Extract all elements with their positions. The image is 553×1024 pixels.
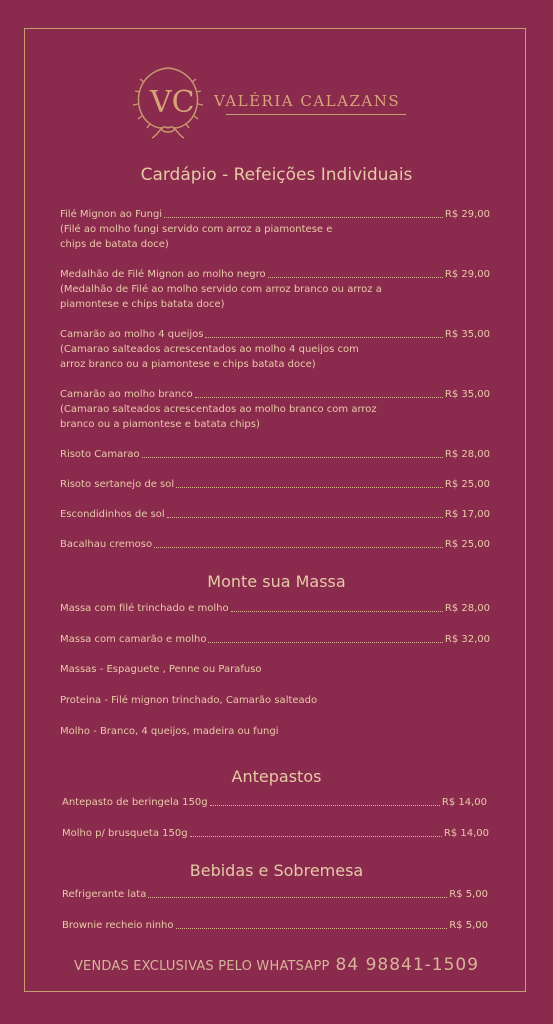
item-name: Massa com filé trinchado e molho xyxy=(60,603,229,614)
item-name: Bacalhau cremoso xyxy=(60,539,153,550)
item-price: R$ 32,00 xyxy=(444,634,490,645)
item-name: Brownie recheio ninho xyxy=(62,920,174,931)
item-price: R$ 5,00 xyxy=(449,920,488,931)
item-name: Filé Mignon ao Fungi xyxy=(60,209,163,220)
menu-item xyxy=(60,632,490,647)
item-name: Camarão ao molho 4 queijos xyxy=(60,329,204,340)
item-name: Escondidinhos de sol xyxy=(60,509,165,520)
item-price: R$ 35,00 xyxy=(444,329,490,340)
item-price: R$ 5,00 xyxy=(449,889,488,900)
item-price: R$ 29,00 xyxy=(444,209,490,220)
menu-item xyxy=(62,795,487,810)
item-description: (Filé ao molho fungi servido com arroz a piamontese e chips de batata doce) xyxy=(60,224,333,250)
item-description: (Camarao salteados acrescentados ao molho 4 queijos com arroz branco ou a piamontese e chips batata doce) xyxy=(60,344,359,370)
menu-item xyxy=(60,601,490,616)
menu-item xyxy=(62,826,489,841)
item-price: R$ 29,00 xyxy=(444,269,490,280)
item-price: R$ 17,00 xyxy=(444,509,490,520)
item-price: R$ 25,00 xyxy=(444,539,490,550)
item-description: (Camarao salteados acrescentados ao molho branco com arroz branco ou a piamontese e batata chips) xyxy=(60,404,377,430)
pasta-options-note: Massas - Espaguete , Penne ou Parafuso xyxy=(60,664,262,675)
leader-dots xyxy=(190,836,442,837)
item-price: R$ 28,00 xyxy=(444,449,490,460)
item-name: Medalhão de Filé Mignon ao molho negro xyxy=(60,269,266,280)
item-price: R$ 14,00 xyxy=(443,828,489,839)
leader-dots xyxy=(176,928,448,929)
menu-item xyxy=(60,387,490,432)
menu-item xyxy=(60,477,490,492)
leader-dots xyxy=(210,805,440,806)
item-name: Massa com camarão e molho xyxy=(60,634,207,645)
brand-name: VALÉRIA CALAZANS xyxy=(214,92,401,110)
protein-options-note: Proteina - Filé mignon trinchado, Camarão salteado xyxy=(60,695,318,706)
leader-dots xyxy=(195,397,443,398)
vc-monogram-wreath-logo xyxy=(128,62,208,140)
leader-dots xyxy=(164,217,443,218)
menu-item xyxy=(62,887,488,902)
item-name: Refrigerante lata xyxy=(62,889,147,900)
leader-dots xyxy=(167,517,443,518)
menu-item xyxy=(60,267,490,312)
item-price: R$ 28,00 xyxy=(444,603,490,614)
sauce-options-note: Molho - Branco, 4 queijos, madeira ou fungi xyxy=(60,726,279,737)
item-description: (Medalhão de Filé ao molho servido com arroz branco ou arroz a piamontese e chips batata doce) xyxy=(60,284,382,310)
item-name: Molho p/ brusqueta 150g xyxy=(62,828,188,839)
section-title-drinks-desserts: Bebidas e Sobremesa xyxy=(189,861,364,880)
menu-item xyxy=(60,537,490,552)
menu-item xyxy=(60,207,490,252)
leader-dots xyxy=(231,611,443,612)
whatsapp-phone: 84 98841-1509 xyxy=(335,955,480,975)
menu-item xyxy=(60,447,490,462)
section-title-individual-meals: Cardápio - Refeições Individuais xyxy=(140,165,413,185)
monogram-text: VC xyxy=(150,85,195,120)
whatsapp-footer xyxy=(0,955,553,975)
leader-dots xyxy=(154,547,443,548)
item-price: R$ 35,00 xyxy=(444,389,490,400)
leader-dots xyxy=(205,337,442,338)
item-name: Risoto sertanejo de sol xyxy=(60,479,175,490)
item-name: Camarão ao molho branco xyxy=(60,389,193,400)
item-price: R$ 25,00 xyxy=(444,479,490,490)
footer-text: VENDAS EXCLUSIVAS PELO WHATSAPP xyxy=(73,959,330,974)
leader-dots xyxy=(148,897,447,898)
item-name: Risoto Camarao xyxy=(60,449,140,460)
brand-underline xyxy=(226,114,406,115)
item-name: Antepasto de beringela 150g xyxy=(62,797,208,808)
section-title-appetizers: Antepastos xyxy=(231,767,322,786)
menu-item xyxy=(60,507,490,522)
leader-dots xyxy=(176,487,443,488)
item-price: R$ 14,00 xyxy=(441,797,487,808)
leader-dots xyxy=(208,642,442,643)
leader-dots xyxy=(268,277,443,278)
leader-dots xyxy=(142,457,443,458)
menu-item xyxy=(62,918,488,933)
menu-item xyxy=(60,327,490,372)
section-title-pasta: Monte sua Massa xyxy=(207,572,346,591)
